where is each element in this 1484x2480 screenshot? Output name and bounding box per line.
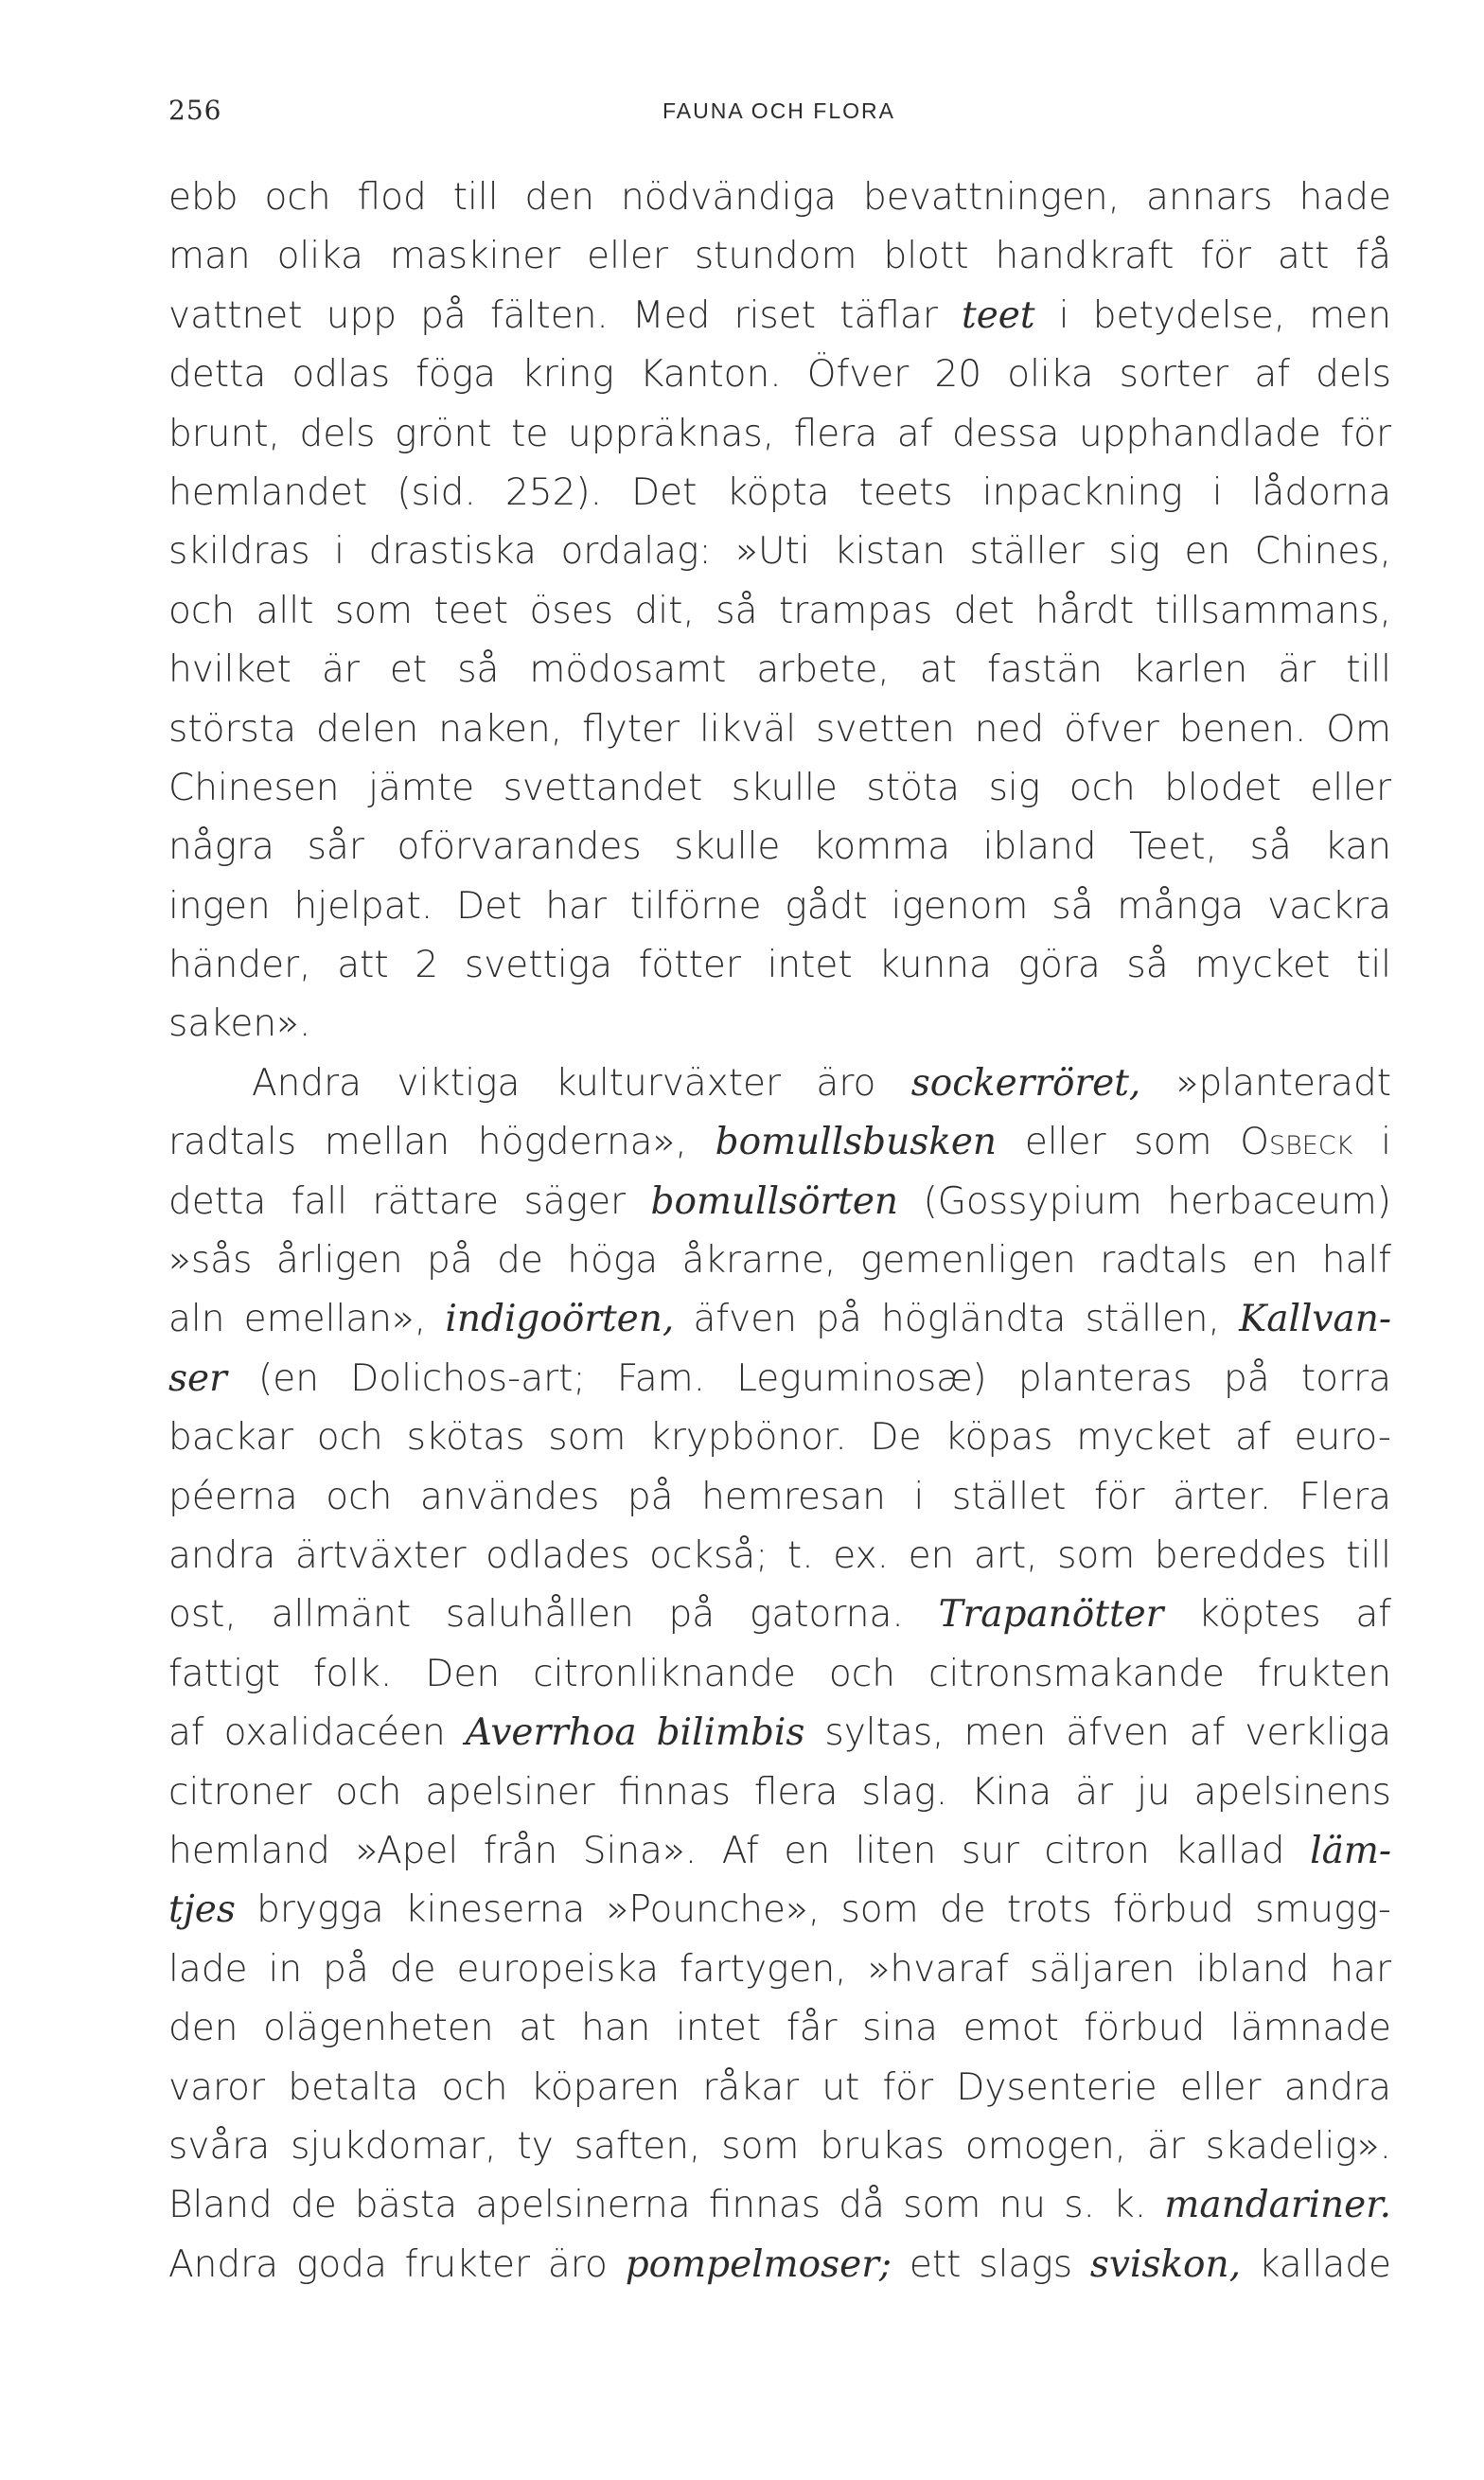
italic-term: teet [962,293,1035,337]
text-line [168,168,1391,227]
text-run: Andra goda frukter äro [168,2242,626,2286]
text-line [168,1527,1391,1585]
text-run: brygga kineserna »Pounche», som de trots förbud smugg- [235,1888,1391,1932]
text-run: ost, allmänt saluhållen på gatorna. [168,1593,939,1637]
italic-term: indigoörten, [445,1298,675,1341]
text-line [168,227,1391,286]
text-run: varor betalta och köparen råkar ut för Dysenterie eller andra [168,2065,1391,2109]
italic-term: sockerröret, [910,1061,1141,1105]
text-run: »sås årligen på de höga åkrarne, gemenligen radtals en half [168,1239,1391,1283]
italic-term: ser [168,1356,227,1400]
text-run: man olika maskiner eller stundom blott handkraft för att få [168,235,1391,278]
text-run: »planteradt [1140,1061,1391,1105]
page-number: 256 [168,95,222,126]
italic-term: mandariner. [1164,2184,1391,2227]
text-run: ebb och flod till den nödvändiga bevattningen, annars hade [168,176,1391,219]
text-run: lade in på de europeiska fartygen, »hvaraf säljaren ibland har [168,1947,1391,1991]
text-run: eller som [997,1121,1241,1164]
text-line [168,2117,1391,2176]
text-run: Andra viktiga kulturväxter äro [252,1061,911,1105]
text-run: syltas, men äfven af verkliga [804,1711,1391,1755]
text-line [168,1468,1391,1527]
text-run: hemlandet (sid. 252). Det köpta teets inpackning i lådorna [168,470,1391,514]
text-run: (en Dolichos-art; Fam. Leguminosæ) planteras på torra [226,1356,1391,1400]
text-run: Bland de bästa apelsinerna finnas då som nu s. k. [168,2184,1165,2227]
italic-term: bomullsörten [650,1179,899,1223]
text-line [168,641,1391,700]
text-line [168,1113,1391,1172]
text-run: af oxalidacéen [168,1711,466,1755]
text-line [168,700,1391,759]
italic-term: bomullsbusken [715,1121,998,1164]
text-run: och allt som teet öses dit, så trampas det hårdt tillsammans, [168,589,1391,632]
text-run: största delen naken, flyter likväl svetten ned öfver benen. Om [168,707,1391,751]
text-run: andra ärtväxter odlades också; t. ex. en art, som bereddes till [168,1533,1391,1577]
text-line [168,2236,1391,2294]
text-line [168,877,1391,936]
text-run: fattigt folk. Den citronliknande och citronsmakande frukten [168,1652,1391,1695]
text-line [168,1173,1391,1231]
text-run: kallade [1241,2242,1392,2286]
text-line [168,582,1391,641]
text-run: detta fall rättare säger [168,1179,651,1223]
text-run: några sår oförvarandes skulle komma ibland Teet, så kan [168,825,1391,869]
text-line [168,287,1391,345]
text-run: vattnet upp på fälten. Med riset täflar [168,293,963,337]
text-run: händer, att 2 svettiga fötter intet kunna göra så mycket til [168,944,1391,987]
text-run: den olägenheten at han intet får sina emot förbud lämnade [168,2007,1391,2050]
text-run: svåra sjukdomar, ty saften, som brukas omogen, är skadelig». [168,2124,1391,2168]
text-line [168,523,1391,581]
text-line [168,345,1391,404]
text-line [168,1999,1391,2058]
text-run: hemland »Apel från Sina». Af en liten sur citron kallad [168,1829,1311,1872]
text-line [168,1645,1391,1704]
text-run: Chinesen jämte svettandet skulle stöta sig och blodet eller [168,766,1391,809]
text-line [168,2059,1391,2117]
text-run: hvilket är et så mödosamt arbete, at fastän karlen är till [168,648,1391,692]
italic-term: Trapanötter [938,1593,1164,1637]
small-caps-name: Osbeck [1240,1121,1353,1164]
text-line [168,1763,1391,1822]
text-run: äfven på högländta ställen, [674,1298,1240,1341]
text-line [168,1822,1391,1881]
running-head [168,95,1389,133]
text-line [168,1350,1391,1408]
text-run: i betydelse, men [1034,293,1391,337]
text-run: backar och skötas som krypbönor. De köpas mycket af euro- [168,1416,1391,1460]
text-run: skildras i drastiska ordalag: »Uti kistan ställer sig en Chines, [168,530,1391,574]
text-run: aln emellan», [168,1298,446,1341]
text-line [168,1940,1391,1999]
text-run: brunt, dels grönt te uppräknas, flera af dessa upphandlade för [168,412,1391,455]
text-run: (Gossypium herbaceum) [898,1179,1392,1223]
text-line [168,405,1391,464]
italic-term: tjes [168,1888,236,1932]
text-run: detta odlas föga kring Kanton. Öfver 20 olika sorter af dels [168,353,1391,397]
text-line [168,995,1391,1054]
text-line [168,2176,1391,2235]
italic-term: Averrhoa bilimbis [465,1711,805,1755]
text-line [168,936,1391,995]
text-line [168,1231,1391,1290]
text-run: i [1352,1121,1392,1164]
text-line [168,1290,1391,1349]
italic-term: sviskon, [1089,2242,1242,2286]
italic-term: läm- [1310,1829,1391,1872]
text-run: citroner och apelsiner finnas flera slag. Kina är ju apelsinens [168,1770,1391,1814]
text-run: péerna och användes på hemresan i stället för ärter. Flera [168,1475,1391,1518]
text-line [168,1054,1391,1113]
text-line [168,1704,1391,1763]
text-run: ingen hjelpat. Det har tilförne gådt igenom så många vackra [168,884,1391,928]
text-line [168,1408,1391,1467]
text-run: radtals mellan högderna», [168,1121,716,1164]
body-text [168,168,1391,2294]
text-line [168,759,1391,818]
text-line [168,464,1391,523]
text-line [168,1585,1391,1644]
italic-term: pompelmoser; [625,2242,892,2286]
running-title: FAUNA OCH FLORA [662,98,895,123]
italic-term: Kallvan- [1239,1298,1391,1341]
text-run: ett slags [892,2242,1090,2286]
text-line [168,1881,1391,1940]
text-run: saken». [168,1002,311,1046]
text-line [168,818,1391,877]
text-run: köptes af [1163,1593,1391,1637]
